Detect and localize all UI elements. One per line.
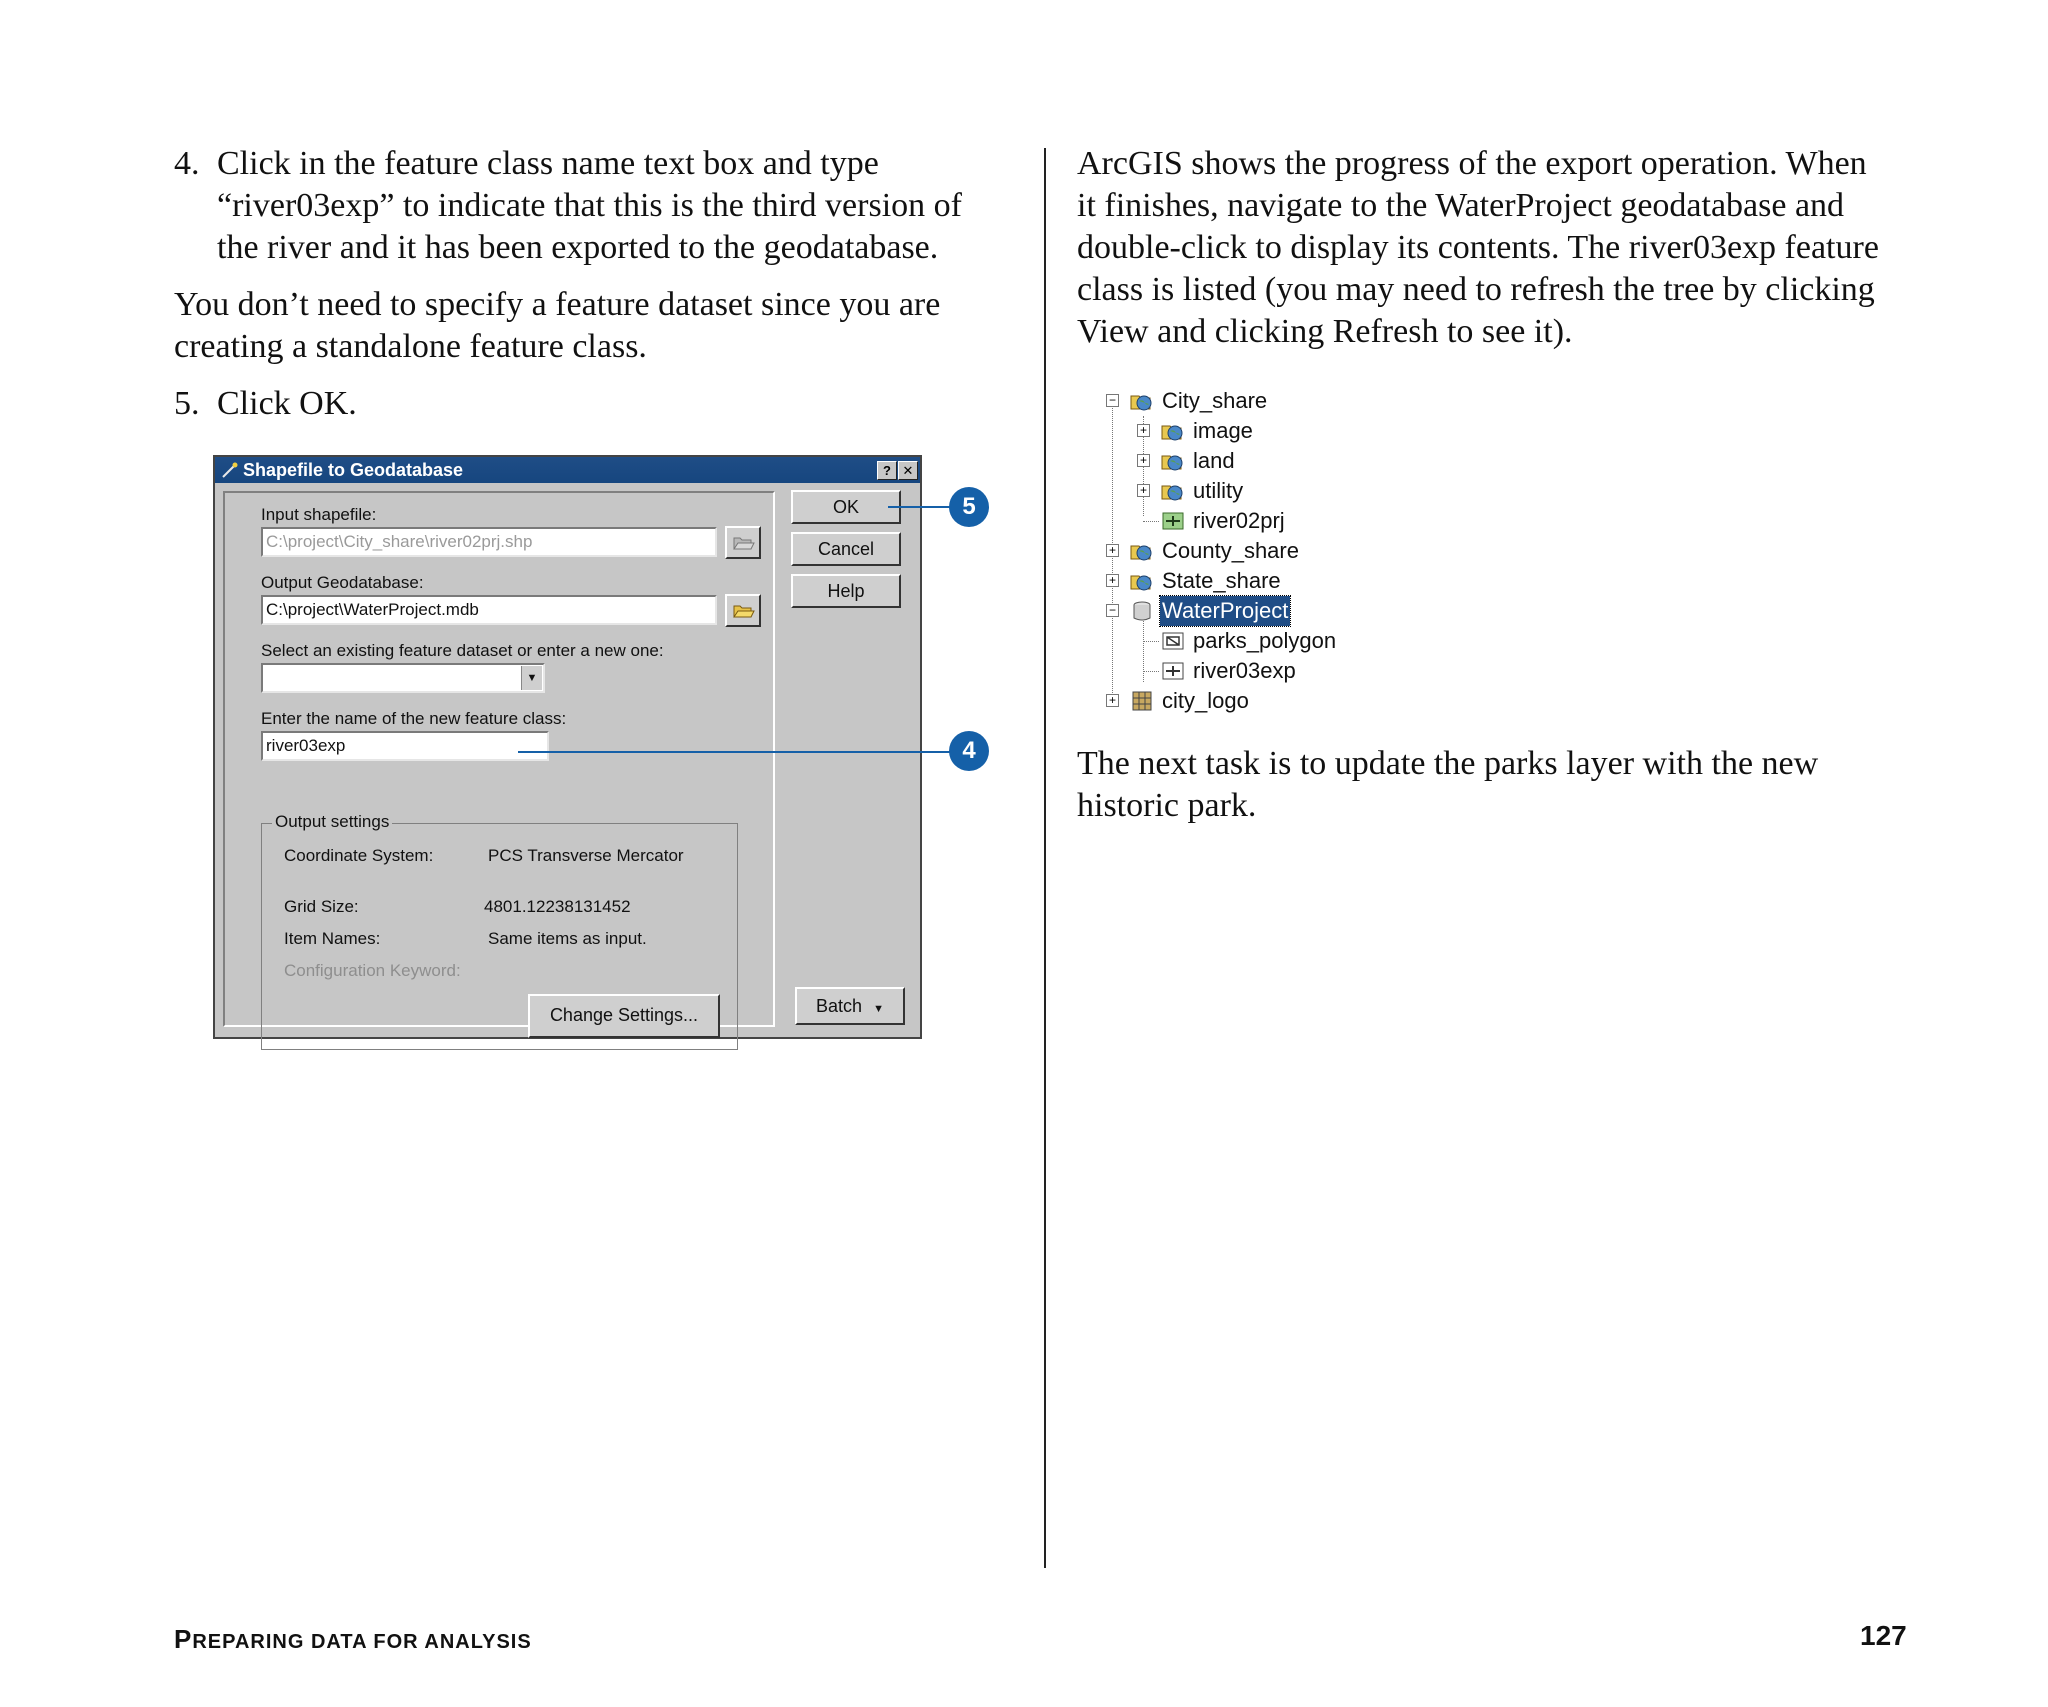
- input-shapefile-label: Input shapefile:: [261, 505, 377, 524]
- tree-label: image: [1193, 418, 1253, 443]
- step-line: Click in the feature class name text box and type: [217, 145, 879, 182]
- callout-line-ok: [888, 506, 956, 508]
- tree-label: State_share: [1162, 568, 1281, 593]
- folder-globe-icon: [1130, 539, 1154, 563]
- callout-4: 4: [949, 731, 989, 771]
- output-gdb-field[interactable]: C:\project\WaterProject.mdb: [261, 595, 717, 625]
- geodatabase-icon: [1130, 599, 1154, 623]
- paragraph-line: The next task is to update the parks layer with the new: [1077, 745, 1819, 782]
- catalog-tree: [1106, 386, 1426, 726]
- column-divider: [1044, 148, 1046, 1568]
- dataset-combo[interactable]: [261, 663, 545, 693]
- export-paragraph: [1077, 143, 2017, 353]
- output-settings-legend: Output settings: [272, 812, 392, 832]
- raster-icon: [1130, 689, 1154, 713]
- section-initial: P: [174, 1624, 193, 1654]
- dialog-title-bar: [215, 457, 920, 483]
- tree-item-state-share[interactable]: [1106, 566, 1426, 596]
- expand-icon[interactable]: +: [1137, 484, 1150, 497]
- tree-label: County_share: [1162, 538, 1299, 563]
- items-value: Same items as input.: [488, 929, 647, 948]
- output-gdb-label: Output Geodatabase:: [261, 573, 424, 592]
- tree-connector: [1143, 641, 1159, 642]
- wand-icon: [221, 461, 239, 479]
- section-footer: [174, 1624, 532, 1655]
- batch-label: Batch: [816, 996, 863, 1016]
- step-number: 5.: [174, 385, 200, 422]
- folder-globe-icon: [1161, 479, 1185, 503]
- items-label: Item Names:: [284, 929, 381, 948]
- open-folder-icon: [727, 596, 759, 625]
- tree-connector: [1143, 521, 1159, 522]
- tree-label: City_share: [1162, 388, 1268, 413]
- line-featureclass-icon: [1161, 659, 1185, 683]
- expand-icon[interactable]: +: [1137, 454, 1150, 467]
- dialog-title: Shapefile to Geodatabase: [243, 460, 464, 480]
- coord-value: PCS Transverse Mercator: [488, 846, 684, 865]
- paragraph-line: it finishes, navigate to the WaterProject geodatabase and: [1077, 187, 1845, 224]
- tree-item-river02prj[interactable]: [1137, 506, 1427, 536]
- chevron-down-icon: ▼: [873, 1003, 884, 1015]
- collapse-icon[interactable]: −: [1106, 394, 1119, 407]
- tree-label: city_logo: [1162, 688, 1249, 713]
- step-number: 4.: [174, 145, 200, 182]
- collapse-icon[interactable]: −: [1106, 604, 1119, 617]
- tree-item-parks-polygon[interactable]: [1137, 626, 1427, 656]
- folder-globe-icon: [1130, 389, 1154, 413]
- paragraph-line: ArcGIS shows the progress of the export operation. When: [1077, 145, 1867, 182]
- note-line: creating a standalone feature class.: [174, 328, 647, 365]
- fc-name-label: Enter the name of the new feature class:: [261, 709, 567, 728]
- next-task-paragraph: [1077, 743, 2017, 827]
- note-line: You don’t need to specify a feature dataset since you are: [174, 286, 941, 323]
- grid-label: Grid Size:: [284, 897, 359, 916]
- close-title-button[interactable]: ✕: [898, 461, 918, 480]
- config-label: Configuration Keyword:: [284, 961, 461, 980]
- tree-label-selected: WaterProject: [1160, 596, 1290, 626]
- tree-label: river02prj: [1193, 508, 1285, 533]
- polygon-featureclass-icon: [1161, 629, 1185, 653]
- shapefile-to-geodatabase-dialog: [213, 455, 922, 1039]
- batch-button[interactable]: [795, 987, 905, 1025]
- tree-item-city-share[interactable]: [1106, 386, 1426, 416]
- step-text: [217, 143, 962, 269]
- tree-item-city-logo[interactable]: [1106, 686, 1426, 716]
- dataset-label: Select an existing feature dataset or enter a new one:: [261, 641, 664, 660]
- paragraph-line: historic park.: [1077, 787, 1257, 824]
- step-line: “river03exp” to indicate that this is the third version of: [217, 187, 962, 224]
- folder-globe-icon: [1130, 569, 1154, 593]
- paragraph-line: View and clicking Refresh to see it).: [1077, 313, 1573, 350]
- change-settings-button[interactable]: Change Settings...: [528, 994, 720, 1038]
- tree-label: land: [1193, 448, 1235, 473]
- step-4: [174, 143, 1014, 273]
- tree-connector: [1143, 671, 1159, 672]
- expand-icon[interactable]: +: [1137, 424, 1150, 437]
- page-number: 127: [1860, 1620, 1907, 1651]
- line-featureclass-icon: [1161, 509, 1185, 533]
- tree-item-river03exp[interactable]: [1137, 656, 1427, 686]
- dialog-main-panel: [223, 491, 775, 1027]
- tree-item-waterproject[interactable]: [1106, 596, 1426, 626]
- fc-name-field[interactable]: river03exp: [261, 731, 549, 761]
- coord-label: Coordinate System:: [284, 846, 434, 865]
- help-title-button[interactable]: ?: [877, 461, 897, 480]
- note-paragraph: [174, 284, 1014, 368]
- cancel-button[interactable]: Cancel: [791, 532, 901, 566]
- step-line: the river and it has been exported to the geodatabase.: [217, 229, 939, 266]
- ok-button[interactable]: OK: [791, 490, 901, 524]
- section-rest: REPARING DATA FOR ANALYSIS: [192, 1631, 532, 1653]
- callout-5: 5: [949, 487, 989, 527]
- tree-label: parks_polygon: [1193, 628, 1337, 653]
- paragraph-line: class is listed (you may need to refresh the tree by clicking: [1077, 271, 1875, 308]
- expand-icon[interactable]: +: [1106, 544, 1119, 557]
- folder-globe-icon: [1161, 449, 1185, 473]
- tree-item-utility[interactable]: [1137, 476, 1427, 506]
- tree-label: river03exp: [1193, 658, 1296, 683]
- open-folder-icon: [727, 528, 759, 557]
- paragraph-line: double-click to display its contents. The river03exp feature: [1077, 229, 1879, 266]
- tree-item-image[interactable]: [1137, 416, 1427, 446]
- folder-globe-icon: [1161, 419, 1185, 443]
- help-button[interactable]: Help: [791, 574, 901, 608]
- step-text: Click OK.: [217, 385, 357, 422]
- callout-line-name: [518, 751, 956, 753]
- output-settings-group: [261, 812, 738, 1050]
- tree-item-land[interactable]: [1137, 446, 1427, 476]
- grid-value: 4801.12238131452: [484, 897, 631, 916]
- expand-icon[interactable]: +: [1106, 574, 1119, 587]
- input-shapefile-field[interactable]: C:\project\City_share\river02prj.shp: [261, 527, 717, 557]
- tree-label: utility: [1193, 478, 1244, 503]
- step-5: [174, 383, 1014, 427]
- browse-input-button[interactable]: [725, 526, 761, 559]
- browse-output-button[interactable]: [725, 594, 761, 627]
- expand-icon[interactable]: +: [1106, 694, 1119, 707]
- dropdown-arrow-icon[interactable]: ▼: [521, 666, 542, 690]
- tree-item-county-share[interactable]: [1106, 536, 1426, 566]
